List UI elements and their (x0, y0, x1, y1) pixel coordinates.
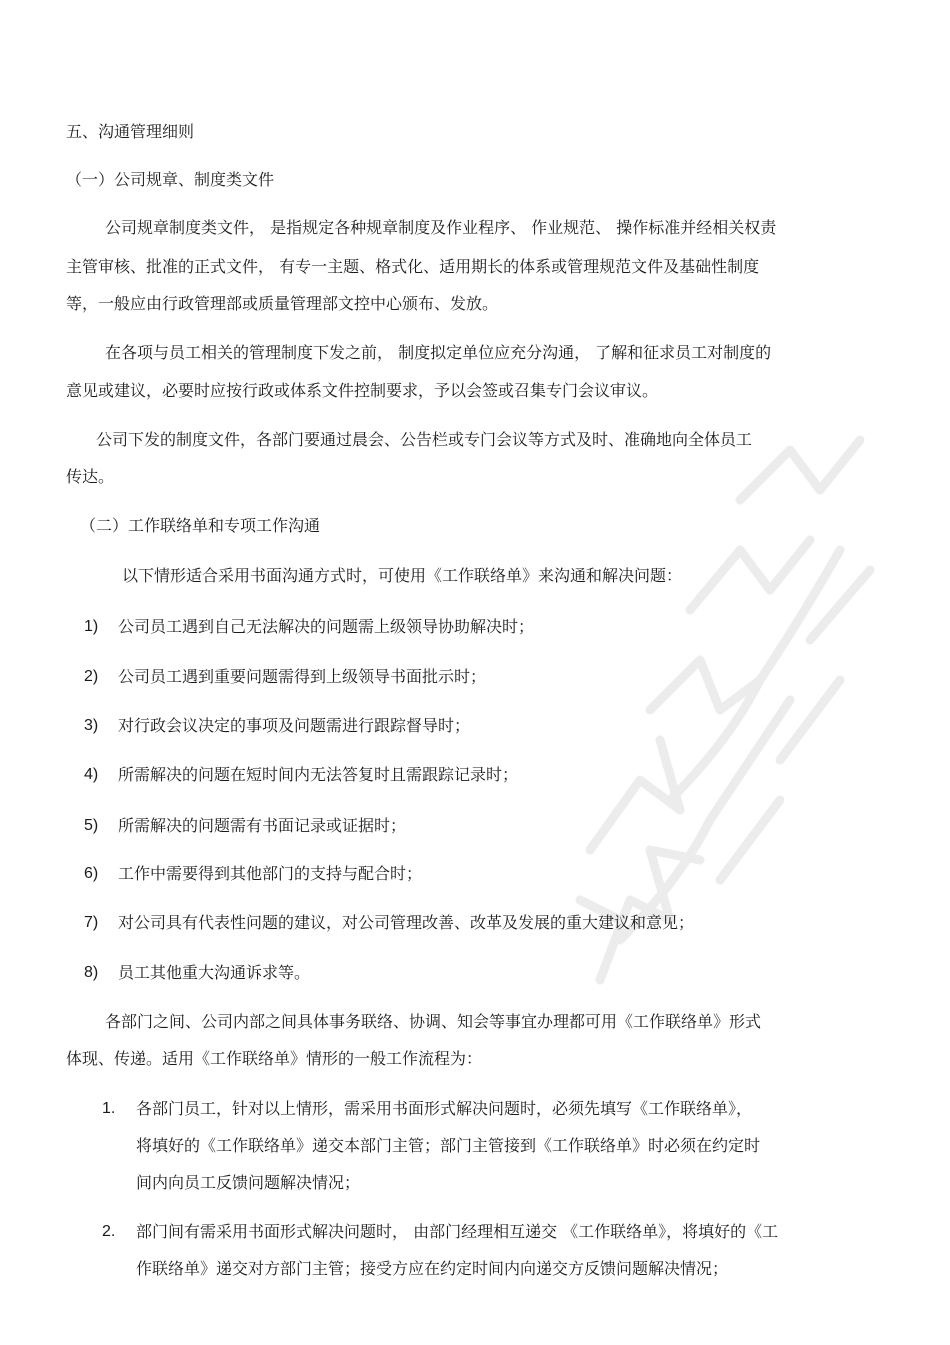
step-line: 将填好的《工作联络单》递交本部门主管；部门主管接到《工作联络单》时必须在约定时 (136, 1136, 761, 1155)
paragraph-1-line-1: 公司规章制度类文件， 是指规定各种规章制度及作业程序、 作业规范、 操作标准并经相关权责 (105, 218, 777, 237)
paragraph-4-line-1: 各部门之间、公司内部之间具体事务联络、协调、知会等事宜办理都可用《工作联络单》形式 (105, 1012, 762, 1031)
list-item-number: 3) (84, 717, 99, 734)
paragraph-1-line-2: 主管审核、批准的正式文件， 有专一主题、格式化、适用期长的体系或管理规范文件及基础性制度 (66, 257, 760, 276)
subsection-title-2: （二）工作联络单和专项工作沟通 (80, 516, 321, 535)
paragraph-4-line-2: 体现、传递。适用《工作联络单》情形的一般工作流程为： (66, 1049, 483, 1068)
list-item-text: 对公司具有代表性问题的建议，对公司管理改善、改革及发展的重大建议和意见； (118, 913, 695, 932)
step-number: 1. (102, 1100, 116, 1117)
watermark-stamp (560, 380, 890, 1000)
paragraph-1-line-3: 等，一般应由行政管理部或质量管理部文控中心颁布、发放。 (66, 294, 499, 313)
list-item-number: 8) (84, 964, 99, 981)
list-item-text: 对行政会议决定的事项及问题需进行跟踪督导时； (118, 716, 471, 735)
list-item-number: 1) (84, 618, 99, 635)
subsection-title-1: （一）公司规章、制度类文件 (66, 170, 275, 189)
step-line: 作联络单》递交对方部门主管；接受方应在约定时间内向递交方反馈问题解决情况； (136, 1259, 729, 1278)
paragraph-2-line-1: 在各项与员工相关的管理制度下发之前， 制度拟定单位应充分沟通， 了解和征求员工对制度的 (105, 343, 772, 362)
list-item-text: 公司员工遇到自己无法解决的问题需上级领导协助解决时； (118, 617, 535, 636)
list-item-number: 5) (84, 817, 99, 834)
list-item-number: 6) (84, 865, 99, 882)
paragraph-2-line-2: 意见或建议，必要时应按行政或体系文件控制要求，予以会签或召集专门会议审议。 (66, 381, 659, 400)
step-line: 各部门员工，针对以上情形，需采用书面形式解决问题时，必须先填写《工作联络单》， (136, 1099, 753, 1118)
list-item-text: 员工其他重大沟通诉求等。 (118, 963, 311, 982)
step-line: 间内向员工反馈问题解决情况； (136, 1173, 361, 1192)
list-item-text: 所需解决的问题在短时间内无法答复时且需跟踪记录时； (118, 765, 519, 784)
list-item-number: 4) (84, 766, 99, 783)
list-item-number: 2) (84, 668, 99, 685)
step-number: 2. (102, 1223, 116, 1240)
list-item-text: 工作中需要得到其他部门的支持与配合时； (118, 864, 423, 883)
section-heading: 五、沟通管理细则 (66, 122, 195, 141)
paragraph-3-line-2: 传达。 (66, 467, 115, 486)
list-item-text: 公司员工遇到重要问题需得到上级领导书面批示时； (118, 667, 487, 686)
intro-text: 以下情形适合采用书面沟通方式时，可使用《工作联络单》来沟通和解决问题： (122, 566, 683, 585)
paragraph-3-line-1: 公司下发的制度文件，各部门要通过晨会、公告栏或专门会议等方式及时、准确地向全体员工 (96, 430, 753, 449)
list-item-number: 7) (84, 914, 99, 931)
list-item-text: 所需解决的问题需有书面记录或证据时； (118, 816, 407, 835)
step-line: 部门间有需采用书面形式解决问题时， 由部门经理相互递交 《工作联络单》，将填好的《工 (136, 1222, 779, 1241)
